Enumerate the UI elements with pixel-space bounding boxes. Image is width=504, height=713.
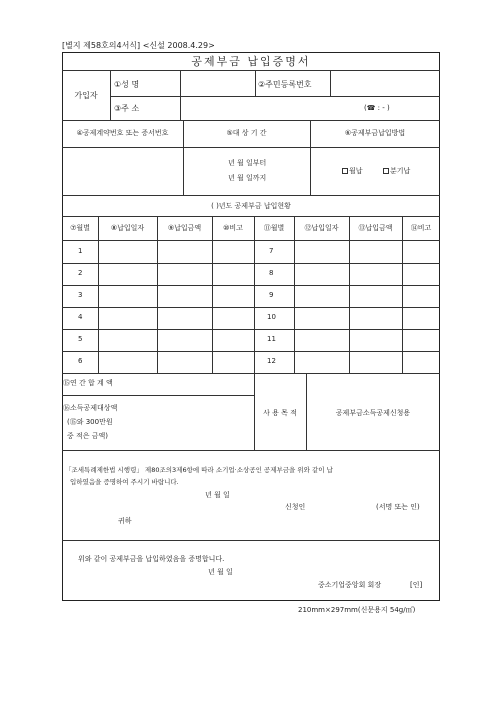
month-cell: 8 [269, 269, 274, 277]
payment-method-label: ⑥공제부금납입방법 [344, 129, 406, 137]
signature-label: (서명 또는 인) [376, 503, 420, 511]
application-text-line-2: 입하였음을 증명하여 주시기 바랍니다. [70, 478, 179, 486]
header-paid-date-right: ⑫납입일자 [304, 224, 339, 232]
payment-status-title: ( )년도 공제부금 납입현황 [211, 202, 291, 210]
month-cell: 5 [78, 335, 83, 343]
month-cell: 2 [78, 269, 83, 277]
rule [62, 285, 440, 286]
rule [349, 216, 350, 373]
header-note-left: ⑩비고 [223, 224, 243, 232]
month-cell: 12 [267, 357, 276, 365]
month-cell: 6 [78, 357, 83, 365]
header-month-left: ⑦월별 [70, 224, 90, 232]
certification-date: 년 월 일 [208, 568, 233, 576]
rule [62, 263, 440, 264]
rule [62, 540, 440, 541]
period-from: 년 월 일부터 [228, 159, 267, 167]
rule [62, 307, 440, 308]
month-cell: 10 [267, 313, 276, 321]
rule [62, 120, 440, 121]
deduction-label-line-1: ⑯소득공제대상액 [63, 404, 118, 412]
recipient-label: 귀하 [118, 517, 132, 525]
month-cell: 3 [78, 291, 83, 299]
rule [62, 395, 254, 396]
contract-number-field[interactable] [63, 148, 182, 194]
application-text-line-1: 「조세특례제한법 시행령」 제80조의3제6항에 따라 소기업·소상공인 공제부금을 위와 같이 납 [65, 466, 333, 474]
name-field[interactable] [181, 71, 254, 95]
rule [212, 216, 213, 373]
header-month-right: ⑪월별 [263, 224, 285, 232]
month-cell: 9 [269, 291, 274, 299]
deduction-label-line-2: (⑮와 300만원 [67, 418, 113, 426]
phone-label: (☎ : - ) [364, 104, 390, 112]
issuer-label: 중소기업중앙회 회장 [318, 581, 382, 589]
purpose-value: 공제부금소득공제신청용 [335, 409, 411, 417]
rule [62, 329, 440, 330]
method-installment-option[interactable]: 분기납 [383, 167, 410, 176]
rule [255, 70, 256, 96]
rule [402, 216, 403, 373]
rule [110, 70, 111, 120]
annual-total-label: ⑮연 간 합 계 액 [63, 379, 113, 387]
rule [62, 450, 440, 451]
subscriber-label: 가입자 [74, 91, 98, 100]
rule [98, 216, 99, 373]
contract-number-label: ④공제계약번호 또는 증서번호 [76, 129, 169, 137]
month-cell: 11 [267, 335, 276, 343]
form-reference: [별지 제58호의4서식] <신설 2008.4.29> [62, 41, 215, 50]
method-monthly-option[interactable]: 월납 [342, 167, 363, 176]
rule [294, 216, 295, 373]
rule [62, 351, 440, 352]
certification-text: 위와 같이 공제부금을 납입하였음을 증명합니다. [78, 555, 225, 563]
purpose-label: 사 용 목 적 [263, 409, 297, 417]
address-field[interactable] [181, 97, 361, 119]
address-label: ③주 소 [114, 104, 140, 113]
checkbox-icon [342, 168, 348, 174]
name-label: ①성 명 [114, 80, 140, 89]
rrn-label: ②주민등록번호 [258, 80, 312, 89]
form-title: 공제부금 납입증명서 [191, 55, 311, 68]
month-cell: 7 [269, 247, 274, 255]
month-cell: 1 [78, 247, 83, 255]
month-cell: 4 [78, 313, 83, 321]
paper-size-note: 210mm×297mm(신문용지 54g/㎡) [298, 606, 416, 614]
header-paid-date-left: ⑧납입일자 [110, 224, 145, 232]
header-note-right: ⑭비고 [410, 224, 432, 232]
rule [62, 240, 440, 241]
applicant-label: 신청인 [285, 503, 306, 511]
period-to: 년 월 일까지 [228, 174, 267, 182]
header-paid-amount-left: ⑨납입금액 [167, 224, 202, 232]
deduction-label-line-3: 중 적은 금액) [67, 432, 108, 440]
period-label: ⑤대 상 기 간 [226, 129, 267, 137]
rule [62, 216, 440, 217]
header-paid-amount-right: ⑬납입금액 [358, 224, 393, 232]
checkbox-icon [383, 168, 389, 174]
rule [157, 216, 158, 373]
seal-label: [인] [410, 581, 423, 589]
application-date: 년 월 일 [205, 491, 230, 499]
rule [62, 195, 440, 196]
rrn-field[interactable] [331, 71, 439, 95]
rule [62, 373, 440, 374]
